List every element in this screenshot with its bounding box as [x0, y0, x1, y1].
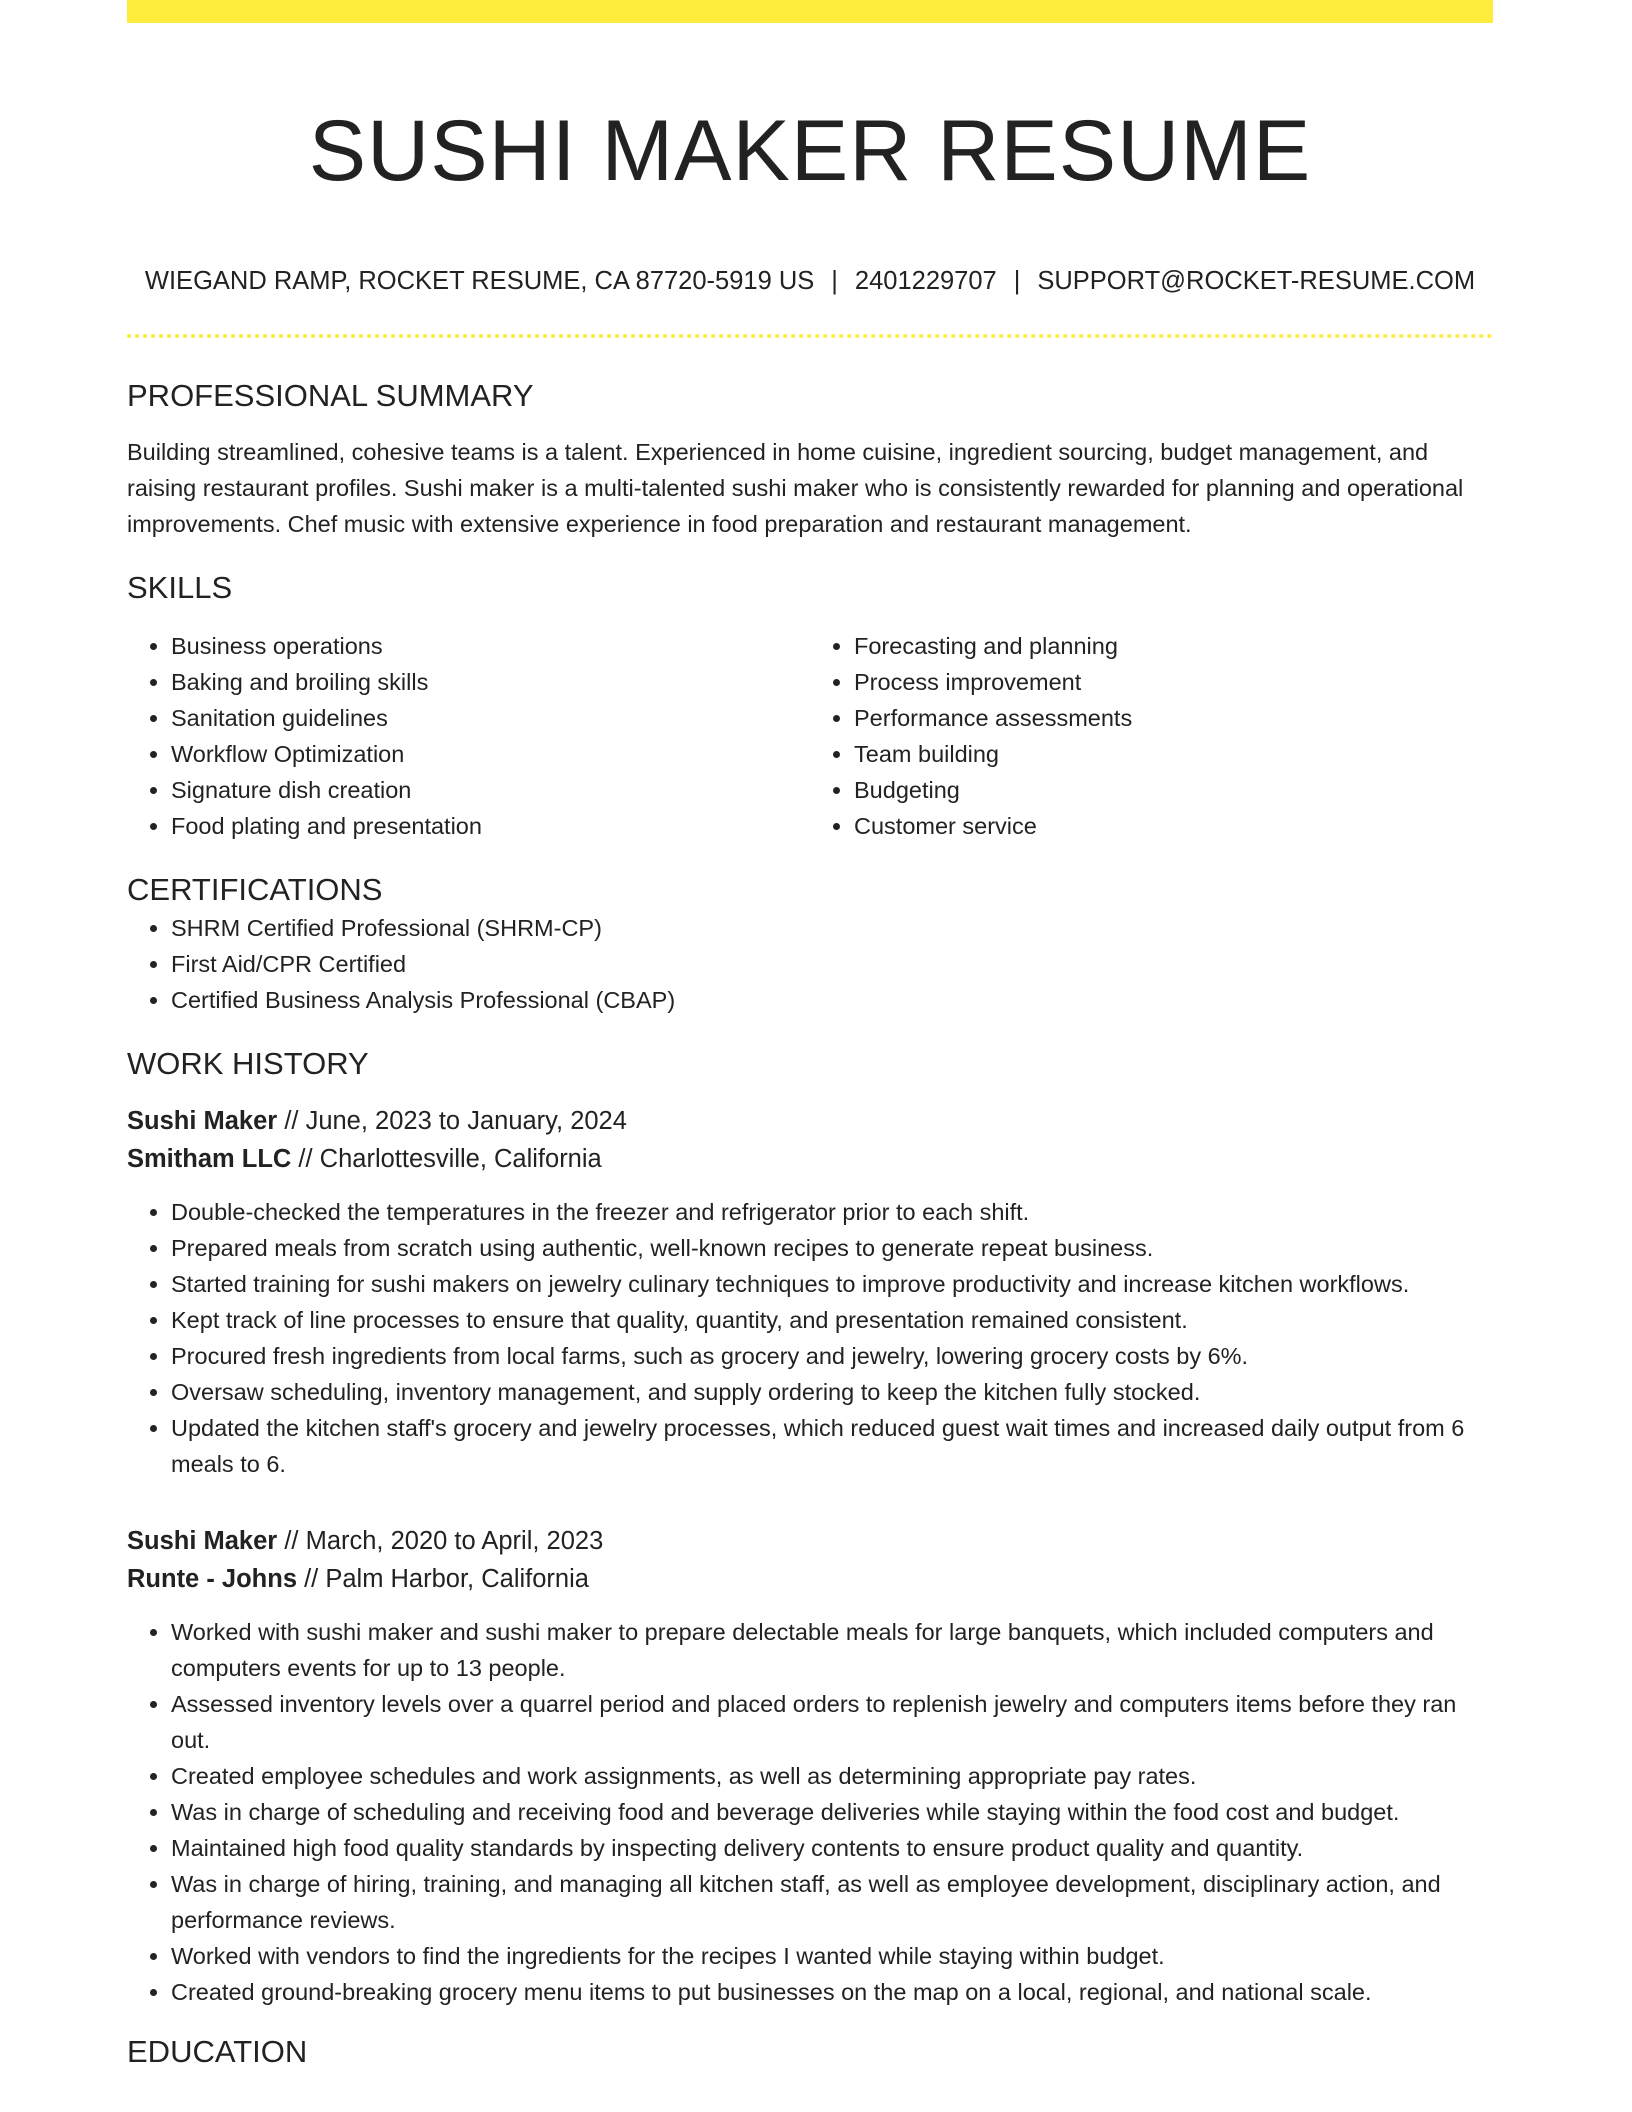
skill-item: • Signature dish creation	[171, 772, 810, 808]
skill-item: • Food plating and presentation	[171, 808, 810, 844]
job-role: Sushi Maker	[127, 1527, 278, 1555]
job-role-line	[127, 1522, 1493, 1560]
job-company-line	[127, 1560, 1493, 1598]
certifications-list	[127, 910, 1493, 1018]
job-duty: • Worked with sushi maker and sushi maker to prepare delectable meals for large banquets, which included computers and computers events for up to 13 people.	[171, 1614, 1493, 1686]
job-duty: • Maintained high food quality standards by inspecting delivery contents to ensure product quality and quantity.	[171, 1830, 1493, 1866]
summary-heading: PROFESSIONAL SUMMARY	[127, 378, 534, 413]
resume-page	[127, 0, 1493, 2072]
job-company-line	[127, 1140, 1493, 1178]
work-history-heading: WORK HISTORY	[127, 1046, 369, 1081]
job-duty: • Updated the kitchen staff's grocery and jewelry processes, which reduced guest wait times and increased daily output from 6 meals to 6.	[171, 1410, 1493, 1482]
job-duty: • Created employee schedules and work assignments, as well as determining appropriate pay rates.	[171, 1758, 1493, 1794]
job-entry	[127, 1102, 1493, 1482]
job-duty: • Prepared meals from scratch using authentic, well-known recipes to generate repeat business.	[171, 1230, 1493, 1266]
job-entry	[127, 1522, 1493, 2010]
skill-item: • Baking and broiling skills	[171, 664, 810, 700]
skill-item: • Performance assessments	[854, 700, 1493, 736]
job-dates: // March, 2020 to April, 2023	[277, 1527, 604, 1555]
job-dates: // June, 2023 to January, 2024	[277, 1107, 627, 1135]
resume-title: SUSHI MAKER RESUME	[308, 103, 1312, 199]
skill-item: • Team building	[854, 736, 1493, 772]
job-duties-list	[127, 1194, 1493, 1482]
job-company: Smitham LLC	[127, 1145, 292, 1173]
contact-address: WIEGAND RAMP, ROCKET RESUME, CA 87720-5919 US	[144, 267, 815, 295]
skill-item: • Workflow Optimization	[171, 736, 810, 772]
job-company: Runte - Johns	[127, 1565, 297, 1593]
skill-item: • Budgeting	[854, 772, 1493, 808]
skills-list-right	[810, 628, 1493, 844]
skill-item: • Forecasting and planning	[854, 628, 1493, 664]
certification-item: • SHRM Certified Professional (SHRM-CP)	[171, 910, 1493, 946]
job-role-line	[127, 1102, 1493, 1140]
skills-list-left	[127, 628, 810, 844]
job-duty: • Kept track of line processes to ensure that quality, quantity, and presentation remained consistent.	[171, 1302, 1493, 1338]
contact-email: SUPPORT@ROCKET-RESUME.COM	[1037, 267, 1476, 295]
job-duty: • Assessed inventory levels over a quarrel period and placed orders to replenish jewelry and computers items before they ran out.	[171, 1686, 1493, 1758]
contact-separator: |	[1013, 267, 1021, 295]
job-duty: • Started training for sushi makers on jewelry culinary techniques to improve productivity and increase kitchen workflows.	[171, 1266, 1493, 1302]
job-duties-list	[127, 1614, 1493, 2010]
certification-item: • First Aid/CPR Certified	[171, 946, 1493, 982]
accent-top-bar	[127, 0, 1493, 23]
job-duty: • Oversaw scheduling, inventory management, and supply ordering to keep the kitchen fully stocked.	[171, 1374, 1493, 1410]
skills-heading: SKILLS	[127, 570, 233, 605]
contact-phone: 2401229707	[854, 267, 997, 295]
education-heading: EDUCATION	[127, 2034, 308, 2069]
job-duty: • Procured fresh ingredients from local farms, such as grocery and jewelry, lowering grocery costs by 6%.	[171, 1338, 1493, 1374]
dotted-divider	[127, 334, 1493, 338]
skill-item: • Process improvement	[854, 664, 1493, 700]
certifications-heading: CERTIFICATIONS	[127, 872, 383, 907]
certification-item: • Certified Business Analysis Professional (CBAP)	[171, 982, 1493, 1018]
job-duty: • Created ground-breaking grocery menu items to put businesses on the map on a local, regional, and national scale.	[171, 1974, 1493, 2010]
job-duty: • Was in charge of scheduling and receiving food and beverage deliveries while staying within the food cost and budget.	[171, 1794, 1493, 1830]
job-duty: • Worked with vendors to find the ingredients for the recipes I wanted while staying within budget.	[171, 1938, 1493, 1974]
job-location: // Charlottesville, California	[291, 1145, 602, 1173]
job-duty: • Double-checked the temperatures in the freezer and refrigerator prior to each shift.	[171, 1194, 1493, 1230]
skill-item: • Sanitation guidelines	[171, 700, 810, 736]
skills-columns	[127, 628, 1493, 844]
job-duty: • Was in charge of hiring, training, and managing all kitchen staff, as well as employee development, disciplinary action, and performance reviews.	[171, 1866, 1493, 1938]
job-location: // Palm Harbor, California	[297, 1565, 589, 1593]
contact-line	[127, 264, 1493, 298]
skill-item: • Customer service	[854, 808, 1493, 844]
skill-item: • Business operations	[171, 628, 810, 664]
job-role: Sushi Maker	[127, 1107, 278, 1135]
summary-text: Building streamlined, cohesive teams is a talent. Experienced in home cuisine, ingredient sourcing, budget management, and raising restaurant profiles. Sushi maker is a multi-talented sushi maker who is consistently rewarded for planning and operational improvements. Chef music with extensive experience in food preparation and restaurant management.	[127, 439, 1464, 537]
contact-separator: |	[831, 267, 838, 295]
